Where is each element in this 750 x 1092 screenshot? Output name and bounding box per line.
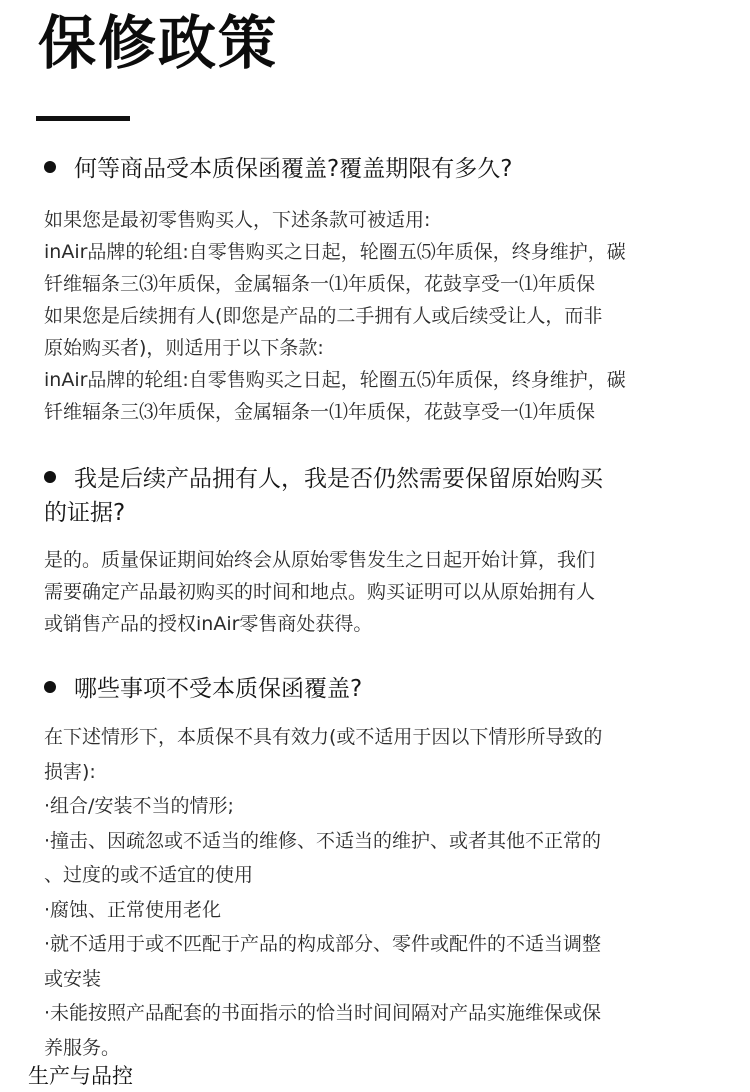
section-3-line: 损害): [44,760,96,783]
section-3-line: ·未能按照产品配套的书面指示的恰当时间间隔对产品实施维保或保 [44,1002,602,1024]
section-2-line: 需要确定产品最初购买的时间和地点。购买证明可以从原始拥有人 [44,581,596,603]
section-1-line: inAir品牌的轮组:自零售购买之日起，轮圈五⑸年质保，终身维护，碳 [44,241,626,263]
section-1-line: 钎维辐条三⑶年质保，金属辐条一⑴年质保，花鼓享受一⑴年质保 [44,401,596,423]
section-1-heading [44,152,694,186]
page-title: 保修政策 [38,9,279,77]
section-3-line: ·组合/安装不当的情形; [44,795,234,817]
section-3-line: 或安装 [44,967,102,990]
section-1-line: 钎维辐条三⑶年质保，金属辐条一⑴年质保，花鼓享受一⑴年质保 [44,273,596,295]
section-3-line: ·撞击、因疏忽或不适当的维修、不适当的维护、或者其他不正常的 [44,829,602,852]
section-1-line: 如果您是最初零售购买人，下述条款可被适用: [44,209,431,231]
section-1-line: inAir品牌的轮组:自零售购买之日起，轮圈五⑸年质保，终身维护，碳 [44,369,626,391]
section-2-heading [44,462,694,530]
section-3-line: 、过度的或不适宜的使用 [44,864,254,886]
footer-section-label: 生产与品控 [28,1064,133,1088]
section-2-line: 是的。质量保证期间始终会从原始零售发生之日起开始计算，我们 [44,549,596,571]
section-2-line: 或销售产品的授权inAir零售商处获得。 [44,613,373,635]
section-3-line: 在下述情形下，本质保不具有效力(或不适用于因以下情形所导致的 [44,726,603,748]
section-3-line: ·腐蚀、正常使用老化 [44,898,222,921]
bullet-icon [44,681,56,693]
section-2-question-line: 我是后续产品拥有人，我是否仍然需要保留原始购买 [44,462,694,496]
section-2-question-line: 的证据? [44,500,126,526]
section-3-question: 哪些事项不受本质保函覆盖? [74,676,363,702]
bullet-icon [44,161,56,173]
section-3-line: 养服务。 [44,1036,121,1059]
section-1-question: 何等商品受本质保函覆盖?覆盖期限有多久? [74,156,513,182]
section-1-body [44,204,694,428]
section-1-line: 如果您是后续拥有人(即您是产品的二手拥有人或后续受让人，而非 [44,305,603,327]
title-underline [36,116,130,121]
section-3-line: ·就不适用于或不匹配于产品的构成部分、零件或配件的不适当调整 [44,933,602,955]
section-3-body [44,720,694,1065]
section-2-body [44,544,694,640]
section-1-line: 原始购买者)，则适用于以下条款: [44,337,324,359]
bullet-icon [44,471,56,483]
section-3-heading [44,672,694,706]
